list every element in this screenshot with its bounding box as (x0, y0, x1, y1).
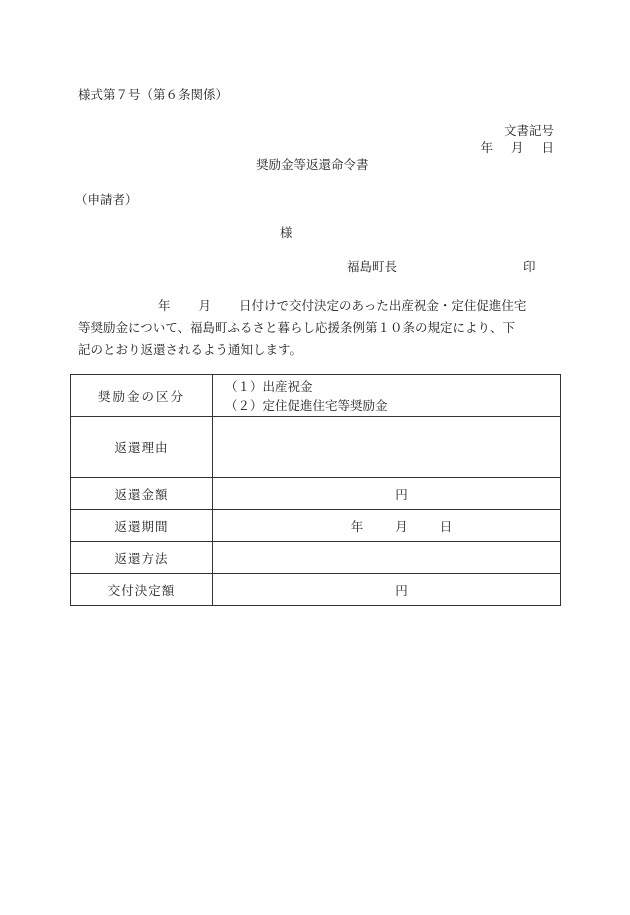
date-month: 月 (510, 140, 524, 155)
period-year: 年 (350, 518, 364, 534)
issuer-name: 福島町長 (347, 259, 398, 274)
document-title: 奨励金等返還命令書 (256, 157, 369, 172)
refund-table (70, 374, 561, 606)
granted-amount-value[interactable] (213, 574, 561, 606)
method-value[interactable] (213, 542, 561, 574)
notice-body (78, 295, 558, 361)
granted-amount-label: 交付決定額 (71, 574, 213, 606)
option-housing: （２）定住促進住宅等奨励金 (225, 397, 388, 413)
table-row (71, 375, 561, 417)
table-row (71, 510, 561, 542)
table-row (71, 574, 561, 606)
option-birth: （１）出産祝金 (225, 378, 313, 394)
body-year: 年 (158, 298, 171, 313)
form-number: 様式第７号（第６条関係） (78, 87, 229, 102)
document-number: 文書記号 (503, 123, 554, 138)
issue-date (480, 138, 554, 156)
body-line1-rest: 日付けで交付決定のあった出産祝金・定住促進住宅 (239, 298, 527, 313)
honorific: 様 (280, 225, 293, 240)
category-label: 奨励金の区分 (71, 375, 213, 417)
amount-label: 返還金額 (71, 478, 213, 510)
date-day: 日 (541, 140, 554, 155)
period-label: 返還期間 (71, 510, 213, 542)
body-month: 月 (198, 298, 212, 313)
body-line-3: 記のとおり返還されるよう通知します。 (78, 342, 303, 357)
body-line-1 (78, 295, 558, 317)
method-label: 返還方法 (71, 542, 213, 574)
table-row (71, 478, 561, 510)
seal-mark: 印 (523, 259, 536, 274)
applicant-label: （申請者） (75, 192, 138, 207)
amount-value[interactable] (213, 478, 561, 510)
granted-amount-unit: 円 (395, 582, 408, 598)
period-month: 月 (395, 518, 408, 534)
date-year: 年 (480, 140, 493, 155)
table-row (71, 542, 561, 574)
table-row (71, 417, 561, 478)
amount-unit: 円 (395, 486, 408, 502)
reason-label: 返還理由 (71, 417, 213, 478)
body-line-2: 等奨励金について、福島町ふるさと暮らし応援条例第１０条の規定により、下 (78, 320, 516, 335)
period-day: 日 (439, 518, 453, 534)
reason-value[interactable] (213, 417, 561, 478)
period-value[interactable] (213, 510, 561, 542)
category-options (213, 375, 561, 417)
